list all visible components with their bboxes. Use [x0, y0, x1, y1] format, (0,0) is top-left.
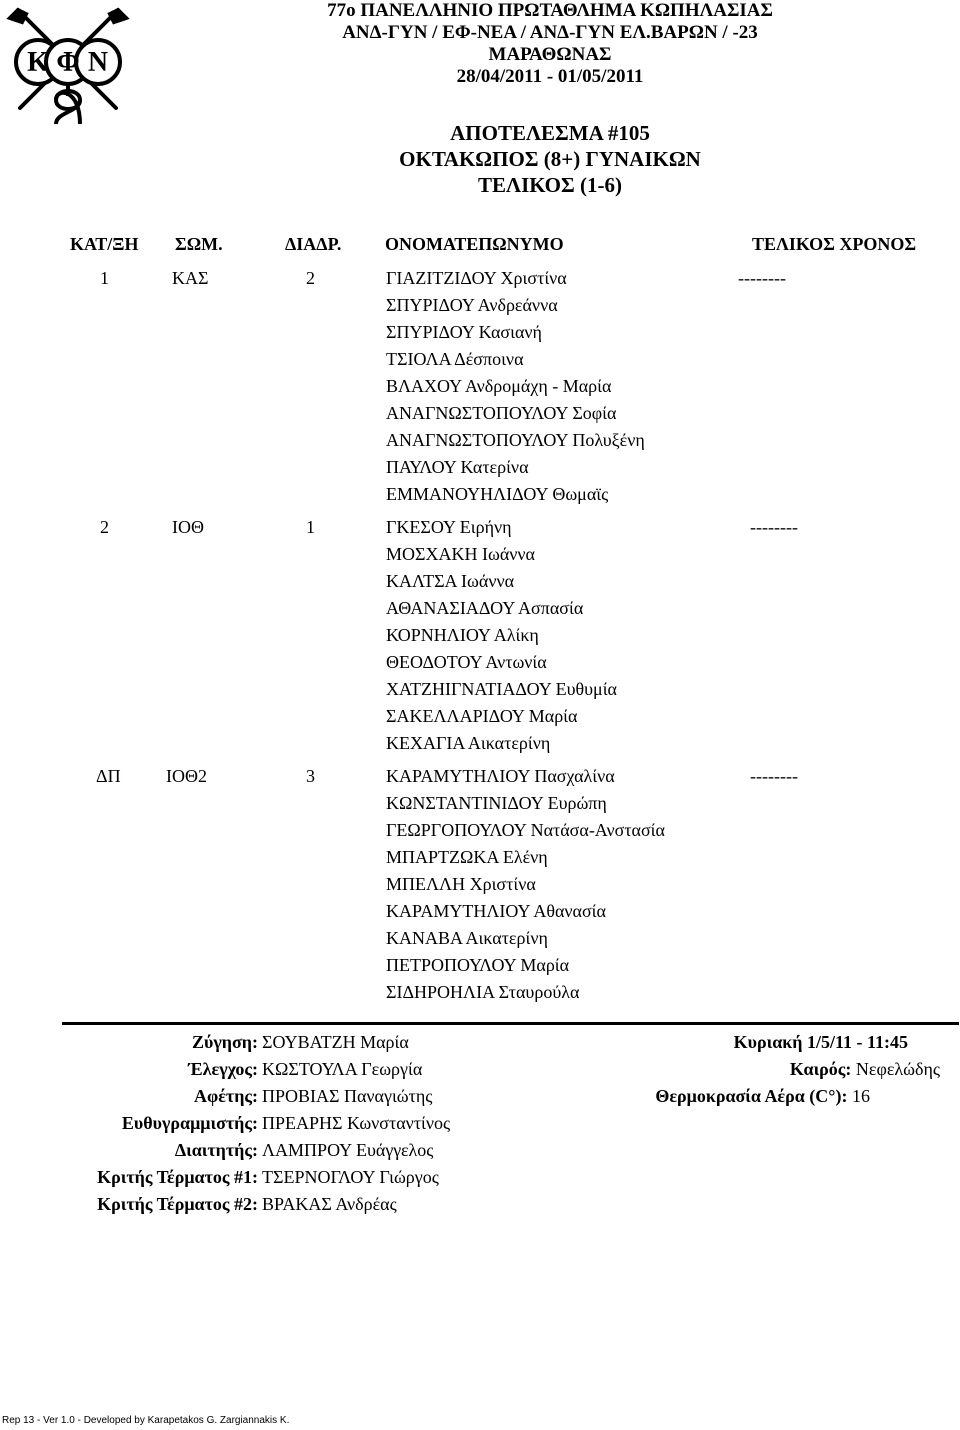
athlete-name: ΕΜΜΑΝΟΥΗΛΙΔΟΥ Θωμαϊς	[386, 484, 609, 504]
athlete-name: ΚΑΡΑΜΥΤΗΛΙΟΥ Αθανασία	[386, 901, 606, 921]
club: ΙΟΘ2	[166, 766, 207, 786]
athlete-name: ΜΟΣΧΑΚΗ Ιωάννα	[386, 544, 535, 564]
final-time: --------	[738, 268, 786, 288]
official-name: ΤΣΕΡΝΟΓΛΟΥ Γιώργος	[262, 1167, 439, 1187]
athlete-name: ΣΠΥΡΙΔΟΥ Κασιανή	[386, 322, 542, 342]
official-name: ΠΡΕΑΡΗΣ Κωνσταντίνος	[262, 1113, 451, 1133]
athlete-name: ΠΑΥΛΟΥ Κατερίνα	[386, 457, 529, 477]
air-temperature	[655, 1086, 870, 1107]
official-label: Κριτής Τέρματος #1:	[97, 1167, 258, 1187]
rank: 1	[100, 268, 109, 288]
event-stage: ΤΕΛΙΚΟΣ (1-6)	[478, 173, 622, 197]
column-time: ΤΕΛΙΚΟΣ ΧΡΟΝΟΣ	[752, 234, 917, 254]
lane: 3	[306, 766, 315, 786]
report-footer: Rep 13 - Ver 1.0 - Developed by Karapetakos G. Zargiannakis K.	[2, 1415, 290, 1426]
final-time: --------	[750, 517, 798, 537]
athlete-name: ΠΕΤΡΟΠΟΥΛΟΥ Μαρία	[386, 955, 570, 975]
athlete-name: ΜΠΕΛΛΗ Χριστίνα	[386, 874, 536, 894]
athlete-name: ΣΠΥΡΙΔΟΥ Ανδρεάννα	[386, 295, 558, 315]
final-time: --------	[750, 766, 798, 786]
lane: 1	[306, 517, 315, 537]
logo-letter-3: Ν	[87, 47, 109, 78]
athlete-name: ΚΩΝΣΤΑΝΤΙΝΙΔΟΥ Ευρώπη	[386, 793, 607, 813]
club: ΙΟΘ	[172, 517, 204, 537]
club: ΚΑΣ	[172, 268, 209, 288]
athlete-name: ΚΕΧΑΓΙΑ Αικατερίνη	[386, 733, 551, 753]
athlete-name: ΣΙΔΗΡΟΗΛΙΑ Σταυρούλα	[386, 982, 580, 1002]
lane: 2	[306, 268, 315, 288]
crew-list	[386, 514, 617, 757]
weather	[790, 1059, 940, 1080]
logo-letter-1: Κ	[27, 47, 49, 78]
championship-title: 77o ΠΑΝΕΛΛΗΝΙΟ ΠΡΩΤΑΘΛΗΜΑ ΚΩΠΗΛΑΣΙΑΣ	[327, 0, 773, 21]
official-label: Διαιτητής:	[174, 1140, 258, 1160]
athlete-name: ΘΕΟΔΟΤΟΥ Αντωνία	[386, 652, 547, 672]
venue: ΜΑΡΑΘΩΝΑΣ	[488, 44, 612, 65]
official-label: Κριτής Τέρματος #2:	[97, 1194, 258, 1214]
crew-list	[386, 265, 645, 508]
athlete-name: ΧΑΤΖΗΙΓΝΑΤΙΑΔΟΥ Ευθυμία	[386, 679, 617, 699]
official-label: Ευθυγραμμιστής:	[121, 1113, 258, 1133]
athlete-name: ΑΘΑΝΑΣΙΑΔΟΥ Ασπασία	[386, 598, 584, 618]
temperature-value: 16	[852, 1086, 870, 1106]
official-name: ΣΟΥΒΑΤΖΗ Μαρία	[262, 1032, 409, 1052]
dates: 28/04/2011 - 01/05/2011	[456, 66, 644, 87]
weather-value: Νεφελώδης	[855, 1059, 940, 1079]
temperature-label: Θερμοκρασία Αέρα (C°):	[655, 1086, 848, 1106]
column-name: ΟΝΟΜΑΤΕΠΩΝΥΜΟ	[385, 234, 564, 254]
official-label: Ζύγηση:	[192, 1032, 258, 1052]
official-name: ΒΡΑΚΑΣ Ανδρέας	[262, 1194, 397, 1214]
official-name: ΚΩΣΤΟΥΛΑ Γεωργία	[262, 1059, 423, 1079]
athlete-name: ΑΝΑΓΝΩΣΤΟΠΟΥΛΟΥ Σοφία	[386, 403, 617, 423]
athlete-name: ΣΑΚΕΛΛΑΡΙΔΟΥ Μαρία	[386, 706, 578, 726]
section-divider	[62, 1022, 959, 1025]
event-name: ΟΚΤΑΚΩΠΟΣ (8+) ΓΥΝΑΙΚΩΝ	[399, 147, 701, 171]
athlete-name: ΓΚΕΣΟΥ Ειρήνη	[386, 517, 512, 537]
athlete-name: ΤΣΙΟΛΑ Δέσποινα	[386, 349, 524, 369]
crew-list	[386, 763, 665, 1006]
race-datetime: Κυριακή 1/5/11 - 11:45	[733, 1032, 908, 1052]
athlete-name: ΚΟΡΝΗΛΙΟΥ Αλίκη	[386, 625, 539, 645]
athlete-name: ΓΙΑΖΙΤΖΙΔΟΥ Χριστίνα	[386, 268, 567, 288]
athlete-name: ΚΑΡΑΜΥΤΗΛΙΟΥ Πασχαλίνα	[386, 766, 615, 786]
athlete-name: ΚΑΝΑΒΑ Αικατερίνη	[386, 928, 548, 948]
official-name: ΠΡΟΒΙΑΣ Παναγιώτης	[262, 1086, 433, 1106]
result-title: ΑΠΟΤΕΛΕΣΜΑ #105	[450, 121, 650, 145]
federation-logo	[4, 4, 132, 132]
athlete-name: ΜΠΑΡΤΖΩΚΑ Ελένη	[386, 847, 548, 867]
athlete-name: ΒΛΑΧΟΥ Ανδρομάχη - Μαρία	[386, 376, 612, 396]
official-name: ΛΑΜΠΡΟΥ Ευάγγελος	[262, 1140, 434, 1160]
athlete-name: ΚΑΛΤΣΑ Ιωάννα	[386, 571, 515, 591]
column-club: ΣΩΜ.	[175, 234, 223, 254]
athlete-name: ΑΝΑΓΝΩΣΤΟΠΟΥΛΟΥ Πολυξένη	[386, 430, 645, 450]
column-rank: ΚΑΤ/ΞΗ	[70, 234, 139, 254]
official-label: Αφέτης:	[193, 1086, 258, 1106]
weather-label: Καιρός:	[789, 1059, 852, 1079]
logo-letter-2: Φ	[56, 47, 80, 78]
column-lane: ΔΙΑΔΡ.	[285, 234, 342, 254]
rank: ΔΠ	[96, 766, 121, 786]
categories: ΑΝΔ-ΓΥΝ / ΕΦ-ΝΕΑ / ΑΝΔ-ΓΥΝ ΕΛ.ΒΑΡΩΝ / -23	[342, 22, 758, 43]
official-label: Έλεγχος:	[188, 1059, 258, 1079]
knot-icon	[56, 84, 80, 124]
athlete-name: ΓΕΩΡΓΟΠΟΥΛΟΥ Νατάσα-Ανστασία	[386, 820, 665, 840]
rank: 2	[100, 517, 109, 537]
